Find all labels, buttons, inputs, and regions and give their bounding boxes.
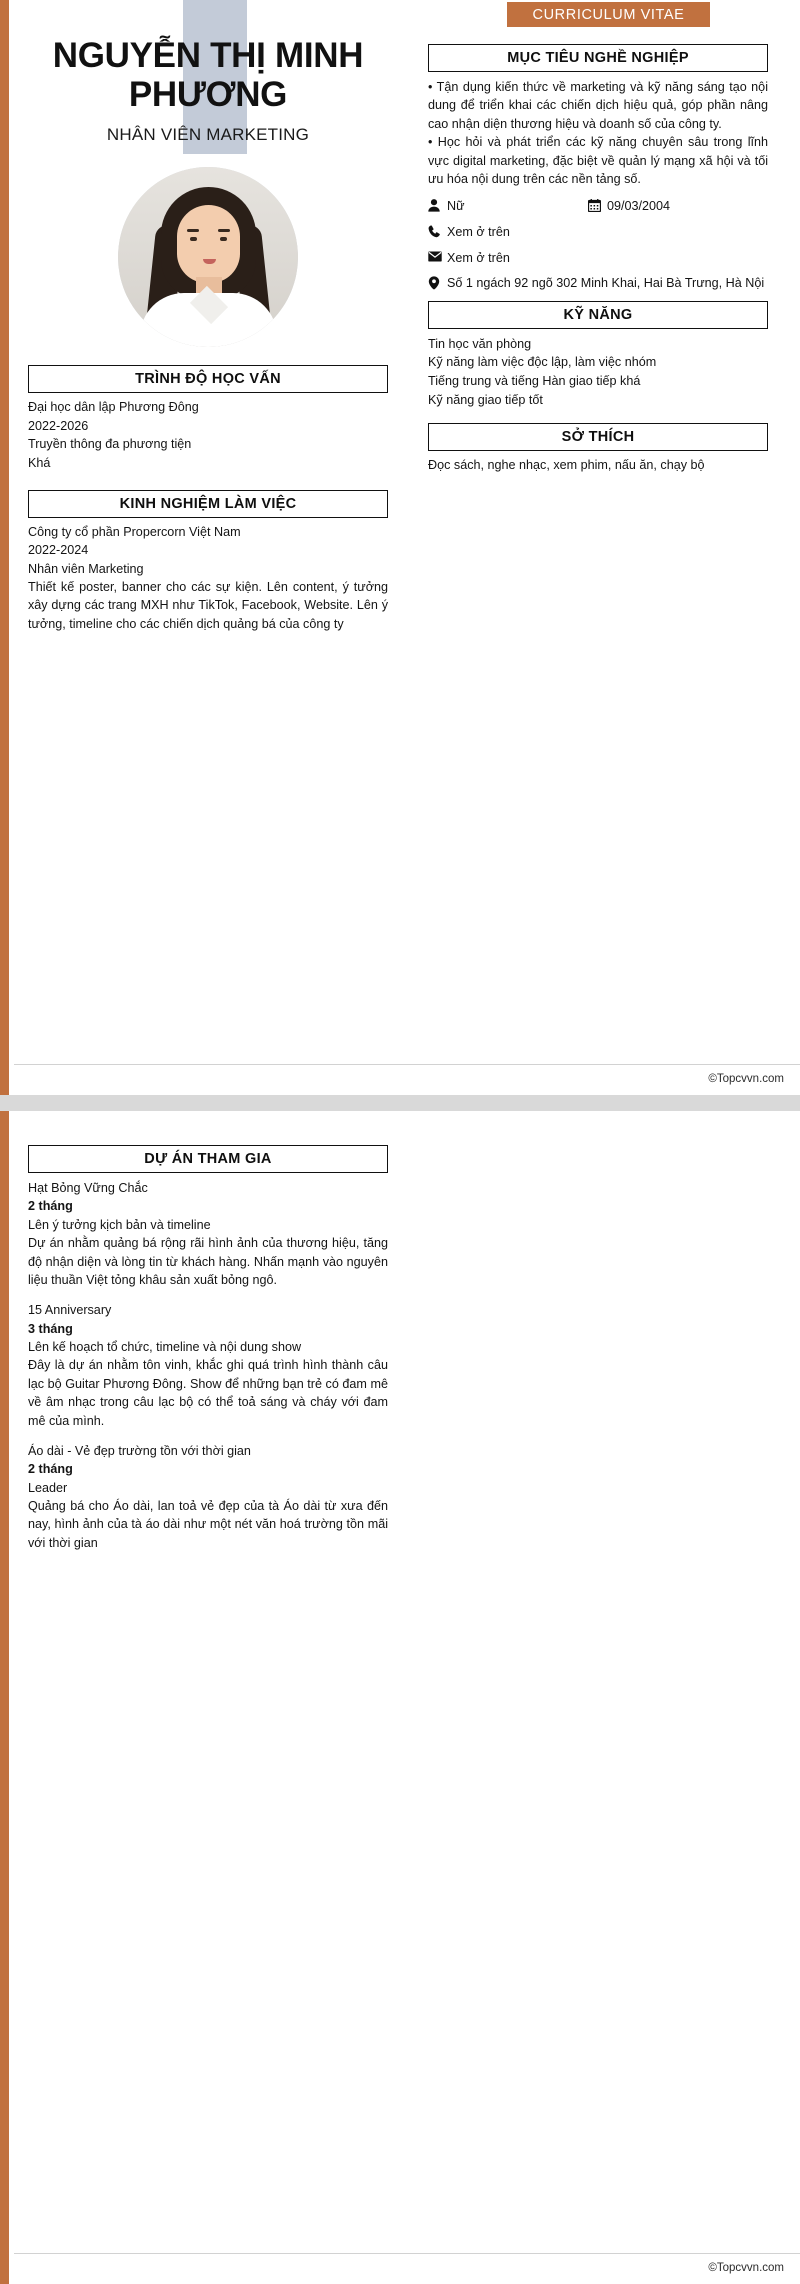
project-duration: 3 tháng [28, 1321, 73, 1336]
experience-company: Công ty cổ phần Propercorn Việt Nam [28, 524, 241, 539]
list-item: Kỹ năng giao tiếp tốt [428, 392, 543, 407]
contact-gender [428, 198, 588, 216]
experience-position: Nhân viên Marketing [28, 561, 144, 576]
contact-phone-value: Xem ở trên [447, 224, 510, 239]
footer-copyright: ©Topcvvn.com [708, 2262, 784, 2274]
objective-section-heading: MỤC TIÊU NGHỀ NGHIỆP [428, 44, 768, 72]
education-school: Đại học dân lập Phương Đông [28, 400, 199, 415]
avatar-eyebrow-left [187, 229, 199, 232]
candidate-job-title: NHÂN VIÊN MARKETING [106, 125, 310, 145]
candidate-name: NGUYỄN THỊ MINH PHƯƠNG [52, 36, 364, 115]
education-section-heading: TRÌNH ĐỘ HỌC VẤN [28, 365, 388, 393]
contact-address [428, 275, 768, 293]
contact-address-value: Số 1 ngách 92 ngõ 302 Minh Khai, Hai Bà Trưng, Hà Nội [447, 276, 765, 291]
contact-row [428, 198, 768, 216]
cv-page-2 [0, 1111, 800, 2284]
cv-page-1 [0, 0, 800, 1095]
page-accent-rail-inner [9, 1111, 14, 2284]
page-accent-rail [0, 1111, 9, 2284]
footer-divider [14, 1064, 800, 1065]
list-item [28, 1301, 388, 1430]
skills-list [428, 335, 768, 410]
location-pin-icon [428, 275, 447, 290]
right-column [428, 44, 768, 475]
page-accent-rail [0, 0, 9, 1095]
experience-section-heading: KINH NGHIỆM LÀM VIỆC [28, 490, 388, 518]
contact-email-value: Xem ở trên [447, 250, 510, 265]
calendar-icon [588, 198, 607, 212]
objective-bullet-1: • Tận dụng kiến thức về marketing và kỹ năng sáng tạo nội dung để triển khai các chiến dịch hiệu quả, góp phần nâng cao nhận diện thương hiệu và doanh số của công ty. [428, 80, 768, 131]
phone-icon [428, 224, 447, 238]
project-name: Áo dài - Vẻ đẹp trường tồn với thời gian [28, 1443, 251, 1458]
footer-divider [14, 2253, 800, 2254]
experience-years: 2022-2024 [28, 543, 89, 558]
curriculum-vitae-badge-label: CURRICULUM VITAE [532, 6, 685, 23]
avatar-face [177, 205, 240, 283]
contact-email [428, 250, 768, 268]
objective-block [428, 78, 768, 188]
experience-description: Thiết kế poster, banner cho các sự kiện. Lên content, ý tưởng xây dựng các trang MXH như TikTok, Facebook, Website. Lên ý tưởng, timeline cho các chiến dịch quảng bá của công ty [28, 580, 388, 631]
avatar [118, 167, 298, 347]
project-role: Lên ý tưởng kịch bản và timeline [28, 1217, 211, 1232]
list-item: Kỹ năng làm việc độc lập, làm việc nhóm [428, 355, 657, 370]
education-major: Truyền thông đa phương tiện [28, 437, 192, 452]
skills-section-heading: KỸ NĂNG [428, 301, 768, 329]
project-description: Đây là dự án nhằm tôn vinh, khắc ghi quá trình hình thành câu lạc bộ Guitar Phương Đông. Show để những bạn trẻ có đam mê về âm nhạc trong câu lạc bộ có thể toả sáng và cháy với đam mê của mình. [28, 1358, 388, 1428]
projects-column [28, 1145, 388, 1552]
page-accent-rail-inner [9, 0, 14, 1095]
list-item: Tin học văn phòng [428, 336, 532, 351]
hobbies-text: Đọc sách, nghe nhạc, xem phim, nấu ăn, chạy bộ [428, 458, 705, 473]
project-duration: 2 tháng [28, 1199, 73, 1214]
project-name: 15 Anniversary [28, 1303, 112, 1318]
avatar-eye-right [220, 237, 227, 241]
project-role: Leader [28, 1480, 68, 1495]
project-description: Quảng bá cho Áo dài, lan toả vẻ đẹp của tà Áo dài từ xưa đến nay, hình ảnh của tà áo dài như một nét văn hoá trường tồn mãi với thời gian [28, 1499, 388, 1550]
contact-phone [428, 224, 768, 242]
left-column [28, 0, 388, 633]
project-description: Dự án nhằm quảng bá rộng rãi hình ảnh của thương hiệu, tăng độ nhận diện và lòng tin từ khách hàng. Nhấn mạnh vào nguyên liệu thuần Việt tỏng khâu sản xuất bỏng ngô. [28, 1236, 388, 1287]
list-item [28, 1179, 388, 1289]
hobbies-section-heading: SỞ THÍCH [428, 423, 768, 451]
experience-block [28, 523, 388, 633]
education-block [28, 398, 388, 472]
list-item [28, 1442, 388, 1552]
avatar-eye-left [190, 237, 197, 241]
contact-birthday [588, 198, 670, 216]
projects-section-heading: DỰ ÁN THAM GIA [28, 1145, 388, 1173]
project-name: Hạt Bỏng Vững Chắc [28, 1181, 148, 1195]
project-role: Lên kế hoạch tổ chức, timeline và nội dung show [28, 1340, 302, 1354]
project-duration: 2 tháng [28, 1462, 73, 1477]
objective-bullet-2: • Học hỏi và phát triển các kỹ năng chuyên sâu trong lĩnh vực digital marketing, đặc biệt về quản lý mạng xã hội và tối ưu hóa nội dung trên các nền tảng số. [428, 135, 768, 186]
page-separator [0, 1095, 800, 1111]
contact-gender-value: Nữ [447, 199, 465, 214]
list-item: Tiếng trung và tiếng Hàn giao tiếp khá [428, 374, 641, 388]
person-icon [428, 198, 447, 212]
contact-birthday-value: 09/03/2004 [607, 199, 671, 214]
footer-copyright: ©Topcvvn.com [708, 1073, 784, 1085]
avatar-eyebrow-right [218, 229, 230, 232]
education-grade: Khá [28, 455, 51, 470]
contact-block [428, 198, 768, 293]
education-years: 2022-2026 [28, 418, 89, 433]
envelope-icon [428, 250, 447, 262]
curriculum-vitae-badge [507, 2, 710, 27]
